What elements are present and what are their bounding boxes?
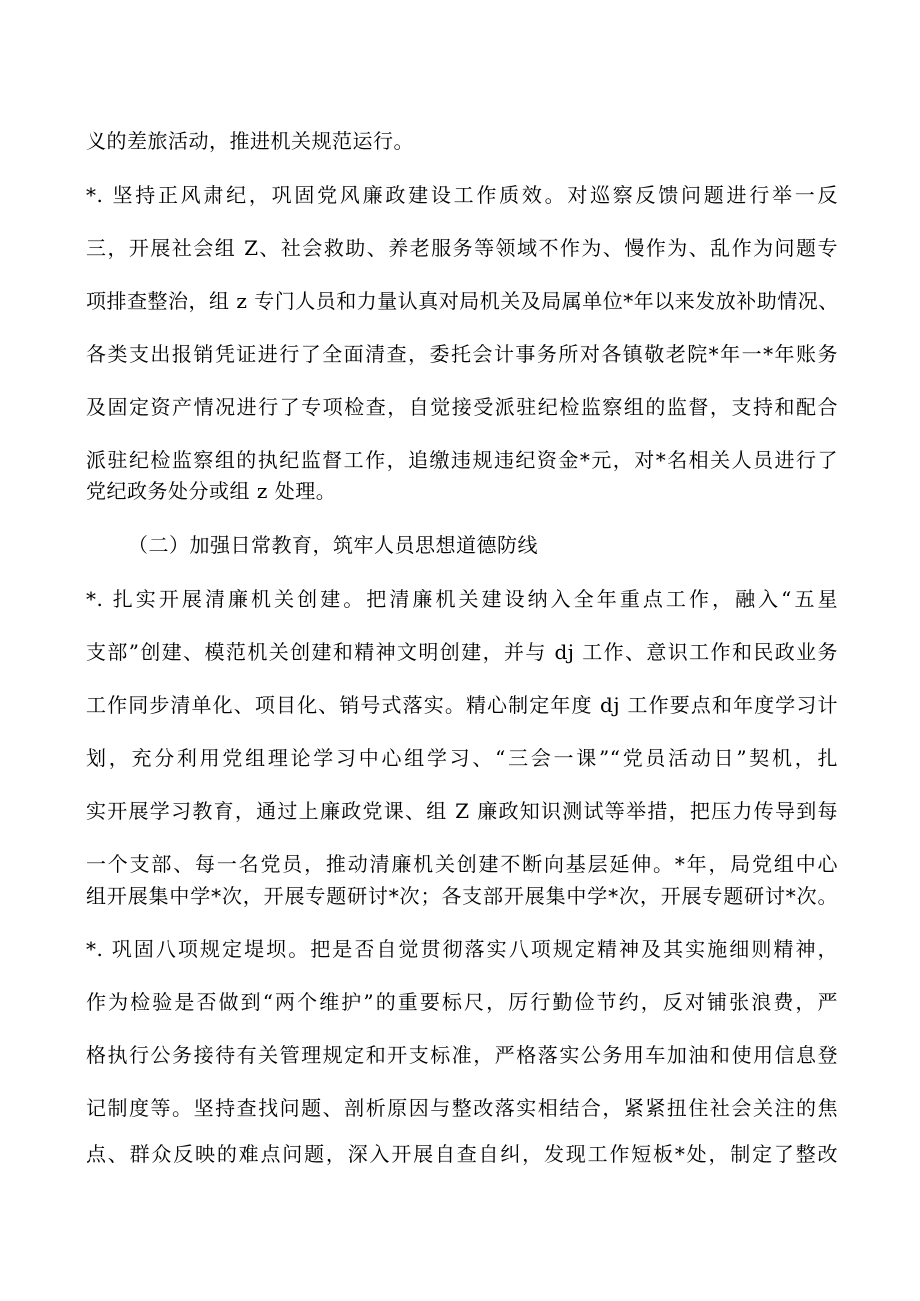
text-line: 义的差旅活动，推进机关规范运行。 <box>86 129 414 153</box>
text-line: 点、群众反映的难点问题，深入开展自查自纠，发现工作短板*处，制定了整改 <box>86 1142 838 1166</box>
text-line: 三，开展社会组 Z、社会救助、养老服务等领域不作为、慢作为、乱作为问题专 <box>86 236 838 260</box>
text-line: 及固定资产情况进行了专项检查，自觉接受派驻纪检监察组的监督，支持和配合 <box>86 395 838 419</box>
text-line: 派驻纪检监察组的执纪监督工作，追缴违规违纪资金*元，对*名相关人员进行了 <box>86 448 838 472</box>
text-line: 记制度等。坚持查找问题、剖析原因与整改落实相结合，紧紧扭住社会关注的焦 <box>86 1096 838 1120</box>
text-line: 实开展学习教育，通过上廉政党课、组 Z 廉政知识测试等举措，把压力传导到每 <box>86 799 838 823</box>
text-line: 一个支部、每一名党员，推动清廉机关创建不断向基层延伸。*年，局党组中心 <box>86 852 838 876</box>
section-heading: （二）加强日常教育，筑牢人员思想道德防线 <box>128 533 538 557</box>
text-line: 各类支出报销凭证进行了全面清查，委托会计事务所对各镇敬老院*年一*年账务 <box>86 342 838 366</box>
text-line: 工作同步清单化、项目化、销号式落实。精心制定年度 dj 工作要点和年度学习计 <box>86 693 838 717</box>
text-line: 支部”创建、模范机关创建和精神文明创建，并与 dj 工作、意识工作和民政业务 <box>86 640 838 664</box>
text-line: *. 坚持正风肃纪，巩固党风廉政建设工作质效。对巡察反馈问题进行举一反 <box>86 183 838 207</box>
text-line: 项排查整治，组 z 专门人员和力量认真对局机关及局属单位*年以来发放补助情况、 <box>86 289 839 313</box>
text-line: 组开展集中学*次，开展专题研讨*次；各支部开展集中学*次，开展专题研讨*次。 <box>86 884 838 908</box>
text-line: 作为检验是否做到“两个维护”的重要标尺，厉行勤俭节约，反对铺张浪费，严 <box>86 990 838 1014</box>
text-line: *. 扎实开展清廉机关创建。把清廉机关建设纳入全年重点工作，融入“五星 <box>86 587 838 611</box>
text-line: 划，充分利用党组理论学习中心组学习、“三会一课”“党员活动日”契机，扎 <box>86 746 838 770</box>
text-line: *. 巩固八项规定堤坝。把是否自觉贯彻落实八项规定精神及其实施细则精神， <box>86 937 838 961</box>
text-line: 党纪政务处分或组 z 处理。 <box>86 479 337 503</box>
text-line: 格执行公务接待有关管理规定和开支标准，严格落实公务用车加油和使用信息登 <box>86 1043 838 1067</box>
